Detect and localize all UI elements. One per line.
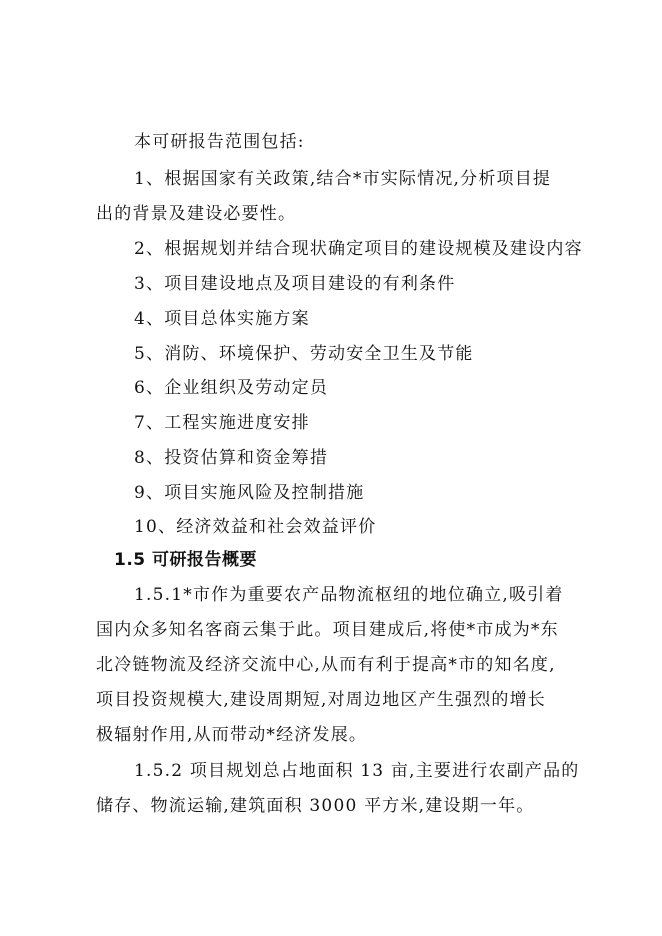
scope-item-1: 1、根据国家有关政策,结合*市实际情况,分析项目提	[134, 169, 552, 189]
scope-item-6: 6、企业组织及劳动定员	[134, 378, 329, 398]
scope-item-8: 8、投资估算和资金筹措	[134, 448, 329, 468]
section-heading: 1.5 可研报告概要	[114, 550, 258, 570]
paragraph-1-line-4: 项目投资规模大,建设周期短,对周边地区产生强烈的增长	[96, 690, 547, 710]
paragraph-1-line-1: 1.5.1*市作为重要农产品物流枢纽的地位确立,吸引着	[134, 585, 564, 605]
scope-item-7: 7、工程实施进度安排	[134, 413, 310, 433]
paragraph-1-line-5: 极辐射作用,从而带动*经济发展。	[96, 725, 368, 745]
scope-intro: 本可研报告范围包括:	[134, 132, 305, 152]
scope-item-3: 3、项目建设地点及项目建设的有利条件	[134, 274, 456, 294]
scope-item-1-continued: 出的背景及建设必要性。	[96, 204, 297, 224]
paragraph-1-line-3: 北冷链物流及经济交流中心,从而有利于提高*市的知名度,	[96, 655, 556, 675]
paragraph-1-line-2: 国内众多知名客商云集于此。项目建成后,将使*市成为*东	[96, 620, 559, 640]
scope-item-4: 4、项目总体实施方案	[134, 309, 310, 329]
scope-item-9: 9、项目实施风险及控制措施	[134, 483, 365, 503]
scope-item-5: 5、消防、环境保护、劳动安全卫生及节能	[134, 344, 474, 364]
scope-item-2: 2、根据规划并结合现状确定项目的建设规模及建设内容	[134, 239, 583, 259]
scope-item-10: 10、经济效益和社会效益评价	[134, 517, 377, 537]
paragraph-2-line-2: 储存、物流运输,建筑面积 3000 平方米,建设期一年。	[96, 796, 535, 816]
paragraph-2-line-1: 1.5.2 项目规划总占地面积 13 亩,主要进行农副产品的	[134, 761, 580, 781]
